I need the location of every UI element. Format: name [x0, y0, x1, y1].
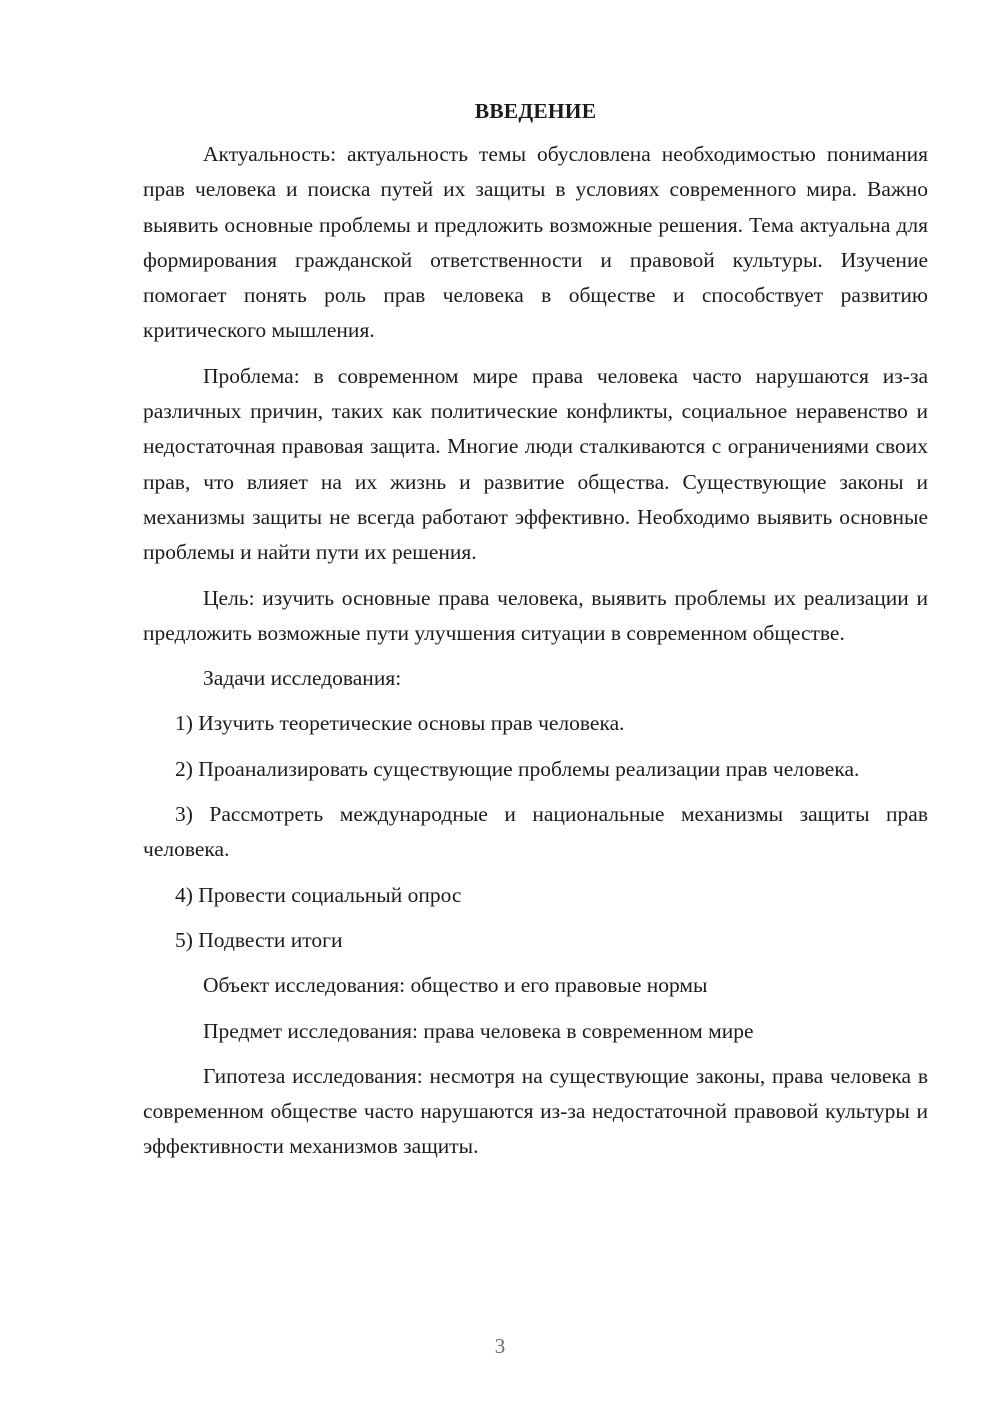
- task-item-3: 3) Рассмотреть международные и национальные механизмы защиты прав человека.: [143, 802, 928, 862]
- research-object: Объект исследования: общество и его правовые нормы: [203, 973, 708, 998]
- task-item-4: 4) Провести социальный опрос: [175, 882, 462, 907]
- goal-paragraph: Цель: изучить основные права человека, выявить проблемы их реализации и предложить возможные пути улучшения ситуации в современном обществе.: [143, 585, 928, 645]
- document-page: [143, 95, 928, 1175]
- page-title: ВВЕДЕНИЕ: [474, 99, 597, 123]
- research-hypothesis: Гипотеза исследования: несмотря на существующие законы, права человека в современном обществе часто нарушаются из-за недостаточной правовой культуры и эффективности механизмов защиты.: [143, 1063, 928, 1159]
- task-item-1: 1) Изучить теоретические основы прав человека.: [175, 711, 625, 736]
- task-item-2: 2) Проанализировать существующие проблемы реализации прав человека.: [175, 756, 860, 781]
- tasks-heading: Задачи исследования:: [203, 666, 402, 691]
- relevance-paragraph: Актуальность: актуальность темы обусловлена необходимостью понимания прав человека и поиска путей их защиты в условиях современного мира. Важно выявить основные проблемы и предложить возможные решения. Тема актуальна для формирования гражданской ответственности и правовой культуры. Изучение помогает понять роль прав человека в обществе и способствует развитию критического мышления.: [143, 142, 928, 343]
- task-item-5: 5) Подвести итоги: [175, 927, 343, 952]
- problem-paragraph: Проблема: в современном мире права человека часто нарушаются из-за различных причин, таких как политические конфликты, социальное неравенство и недостаточная правовая защита. Многие люди сталкиваются с ограничениями своих прав, что влияет на их жизнь и развитие общества. Существующие законы и механизмы защиты не всегда работают эффективно. Необходимо выявить основные проблемы и найти пути их решения.: [143, 363, 928, 565]
- research-subject: Предмет исследования: права человека в современном мире: [203, 1018, 754, 1043]
- page-number: 3: [494, 1334, 506, 1358]
